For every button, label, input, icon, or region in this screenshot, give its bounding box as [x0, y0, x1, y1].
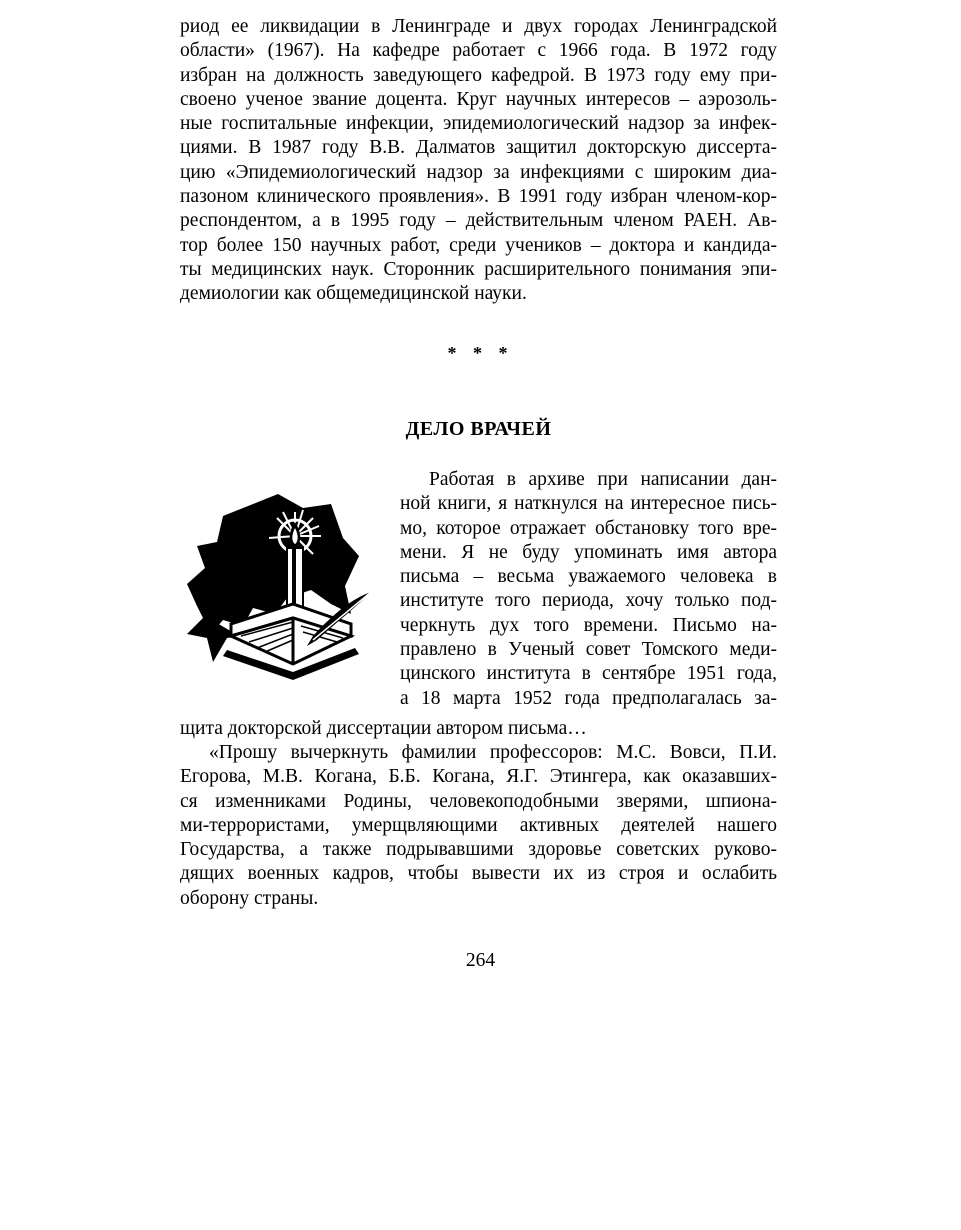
text-line: циями. В 1987 году В.В. Далматов защитил докторскую диссерта-	[180, 137, 777, 159]
paragraph-archive-intro	[400, 468, 777, 711]
text-line: ся изменниками Родины, человекоподобными зверями, шпиона-	[180, 790, 777, 812]
text-line: тор более 150 научных работ, среди учеников – доктора и кандида-	[180, 234, 777, 256]
text-line: институте того периода, хочу только под-	[400, 590, 777, 612]
text-line: цинского института в сентябре 1951 года,	[400, 663, 777, 685]
text-line: письма – весьма уважаемого человека в	[400, 566, 777, 588]
page-number: 264	[465, 950, 496, 971]
text-line: оборону страны.	[180, 887, 319, 909]
candle-book-quill-illustration-icon	[183, 486, 373, 686]
text-line: своено ученое звание доцента. Круг научных интересов – аэрозоль-	[180, 88, 777, 110]
text-line: мо, которое отражает обстановку того вре-	[400, 517, 777, 539]
text-line: Работая в архиве при написании дан-	[429, 469, 777, 490]
text-line: дящих военных кадров, чтобы вывести их из строя и ослабить	[180, 863, 777, 885]
text-line: ми-террористами, умерщвляющими активных деятелей нашего	[180, 814, 777, 836]
text-line: мени. Я не буду упоминать имя автора	[400, 541, 777, 563]
section-separator: * * *	[447, 343, 514, 363]
text-line: Государства, а также подрывавшими здоровье советских руково-	[180, 839, 777, 861]
text-line: респондентом, а в 1995 году – действительным членом РАЕН. Ав-	[180, 210, 777, 232]
text-line: ные госпитальные инфекции, эпидемиологический надзор за инфек-	[180, 113, 777, 135]
text-line: цию «Эпидемиологический надзор за инфекциями с широким диа-	[180, 161, 777, 183]
text-line: Егорова, М.В. Когана, Б.Б. Когана, Я.Г. Этингера, как оказавших-	[180, 766, 777, 788]
text-line: правлено в Ученый совет Томского меди-	[400, 639, 777, 661]
text-line: демиологии как общемедицинской науки.	[180, 283, 527, 305]
text-line: щита докторской диссертации автором письма…	[180, 718, 587, 739]
paragraph-letter-quote	[180, 741, 777, 911]
text-line: ты медицинских наук. Сторонник расширительного понимания эпи-	[180, 258, 777, 280]
section-heading: ДЕЛО ВРАЧЕЙ	[405, 418, 552, 440]
text-line: пазоном клинического проявления». В 1991 году избран членом-кор-	[180, 186, 777, 208]
text-line: области» (1967). На кафедре работает с 1966 года. В 1972 году	[180, 40, 777, 62]
text-line: черкнуть дух того времени. Письмо на-	[400, 614, 777, 636]
text-line: а 18 марта 1952 года предполагалась за-	[400, 687, 777, 709]
text-line: риод ее ликвидации в Ленинграде и двух городах Ленинградской	[180, 16, 777, 37]
text-line: ной книги, я наткнулся на интересное пись-	[400, 493, 777, 515]
text-line: избран на должность заведующего кафедрой. В 1973 году ему при-	[180, 64, 777, 86]
paragraph-archive-intro-end	[180, 717, 777, 741]
text-line: «Прошу вычеркнуть фамилии профессоров: М.С. Вовси, П.И.	[209, 742, 777, 763]
paragraph-biography	[180, 15, 777, 307]
